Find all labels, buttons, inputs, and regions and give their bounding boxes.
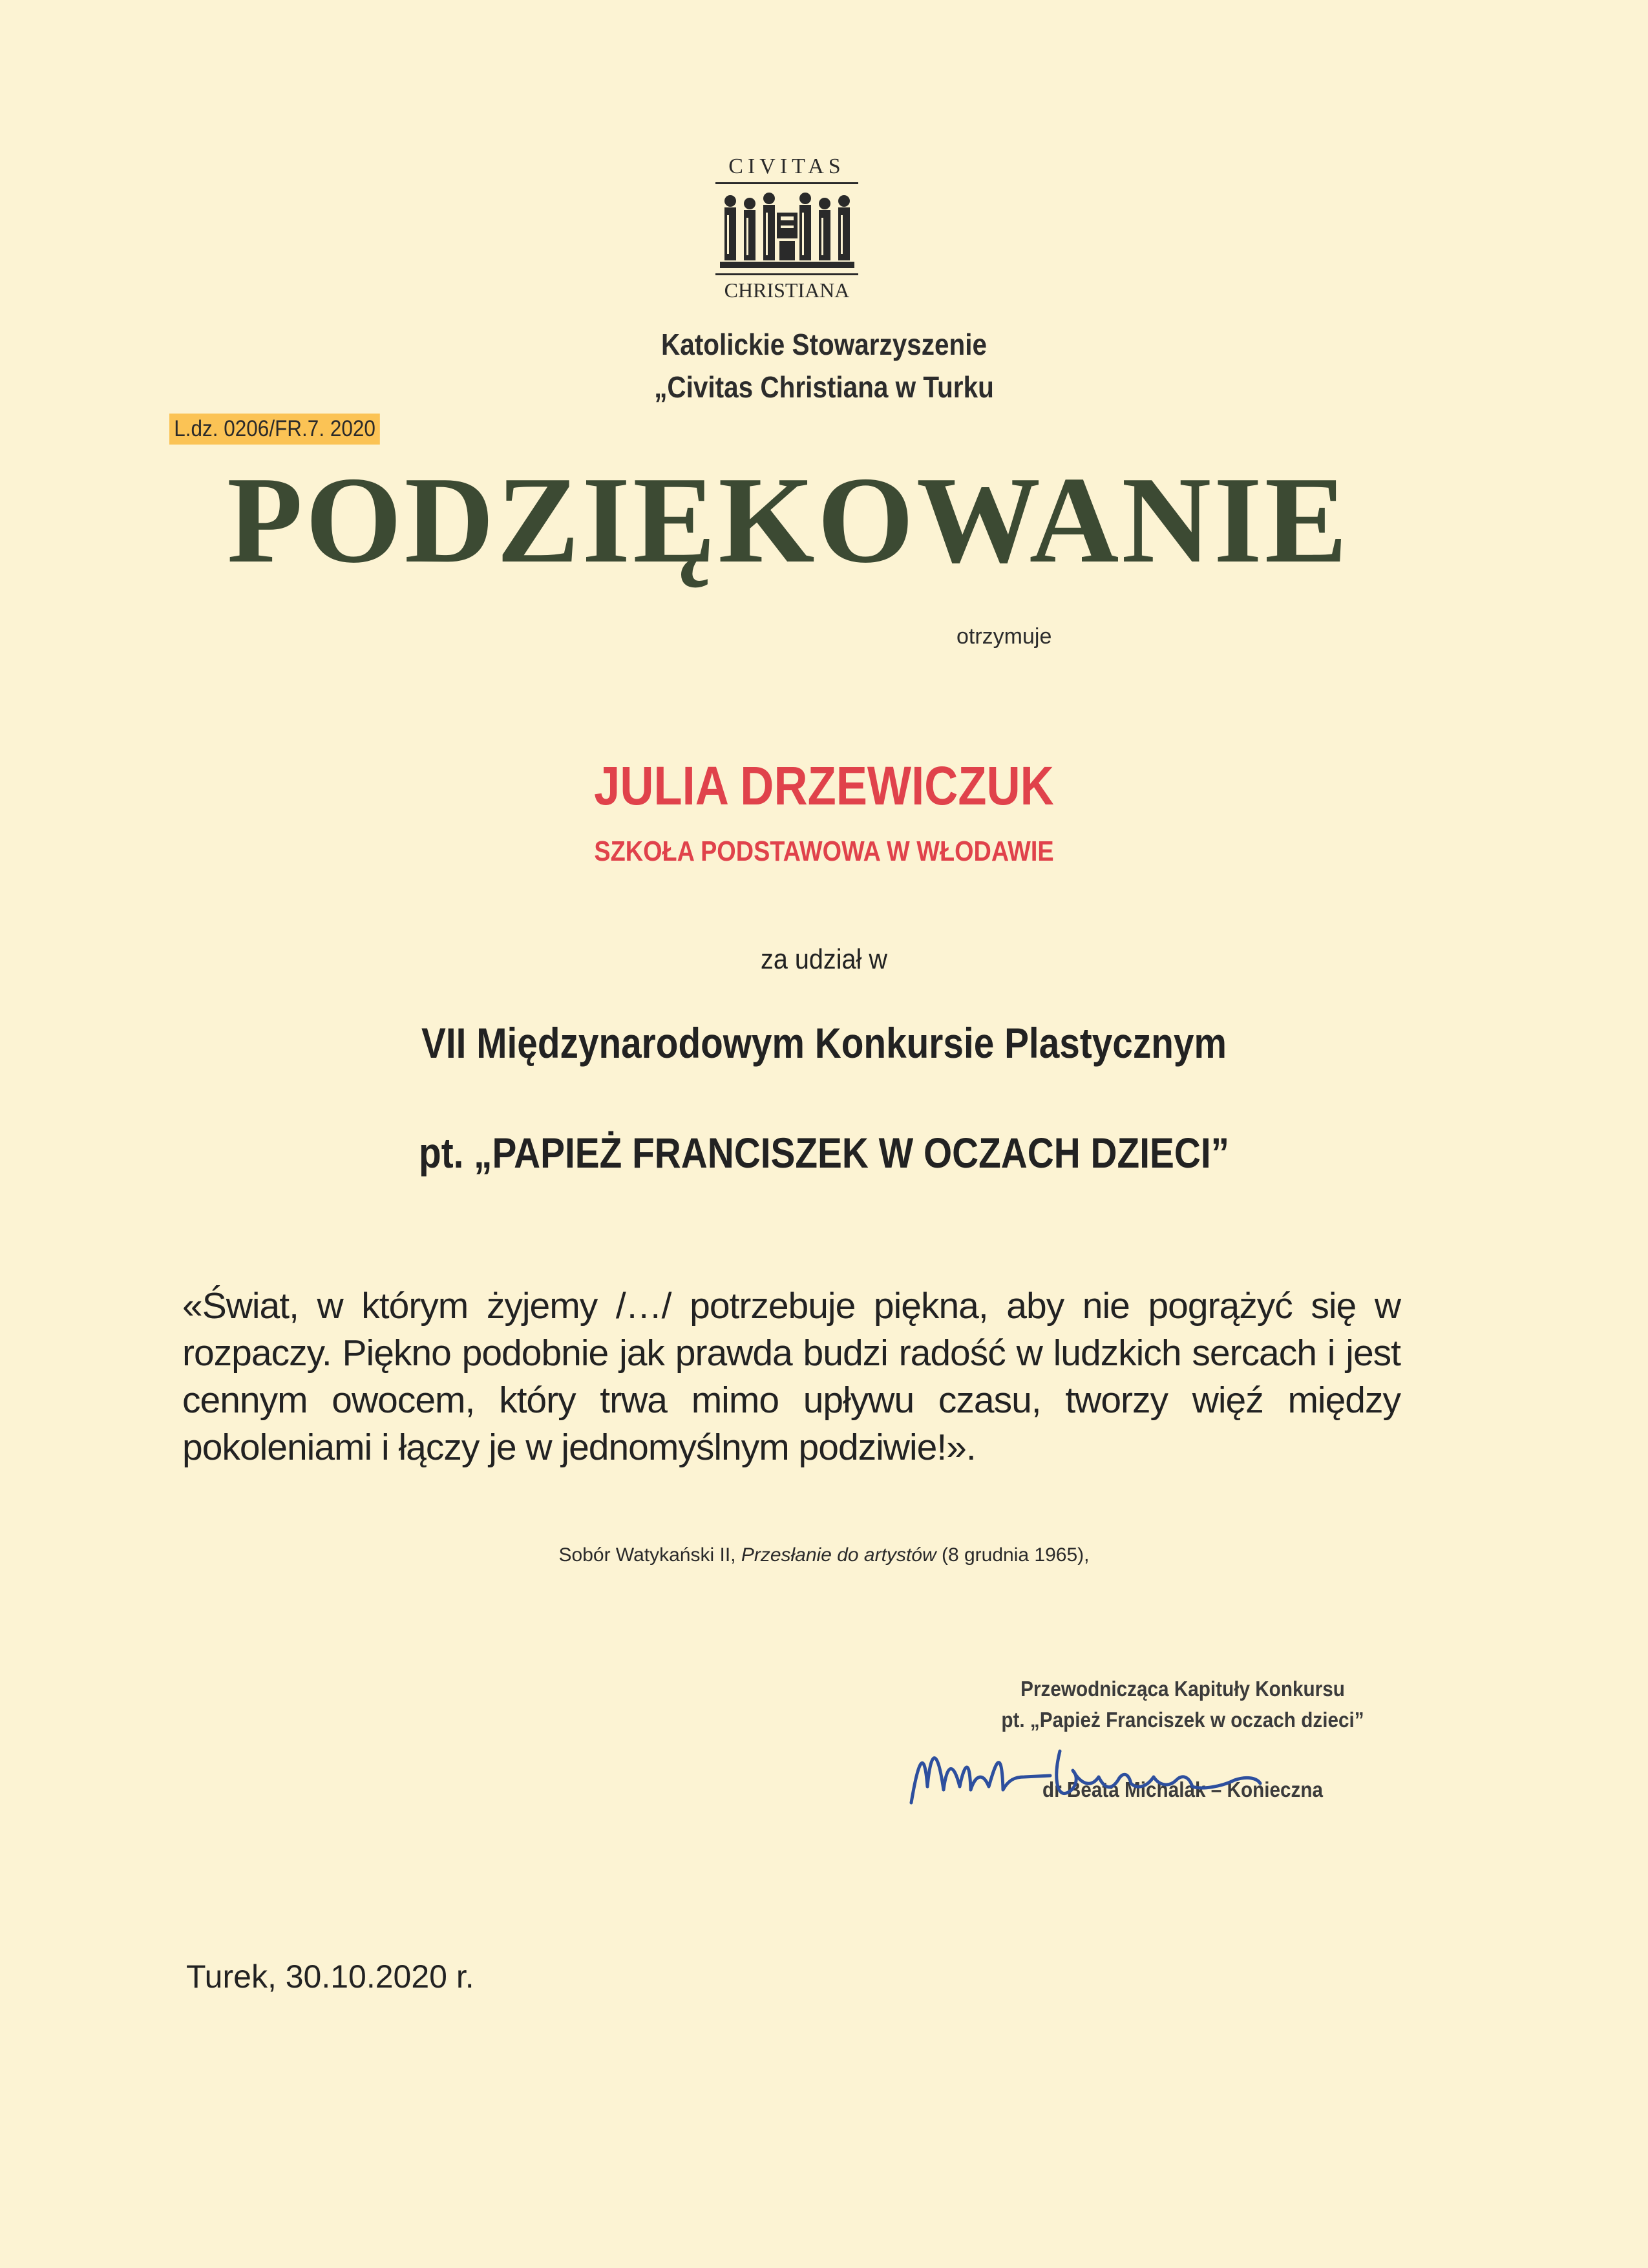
receives-label: otrzymuje — [956, 624, 1052, 649]
place-and-date: Turek, 30.10.2020 r. — [186, 1958, 474, 1995]
contest-name: VII Międzynarodowym Konkursie Plastycznym — [421, 1019, 1227, 1067]
logo-top-text: CIVITAS — [728, 154, 845, 178]
reference-number: L.dz. 0206/FR.7. 2020 — [169, 414, 380, 445]
logo-bottom-text: CHRISTIANA — [724, 278, 850, 302]
contest-title: pt. „PAPIEŻ FRANCISZEK W OCZACH DZIECI” — [419, 1129, 1229, 1177]
quote-paragraph: «Świat, w którym żyjemy /…/ potrzebuje piękna, aby nie pogrążyć się w rozpaczy. Piękno podobnie jak prawda budzi radość w ludzkich sercach i jest cennym owocem, który trwa mimo upływu czasu, tworzy więź między pokoleniami i łączy je w jednomyślnym podziwie!». — [182, 1285, 1400, 1468]
organization-line-1: Katolickie Stowarzyszenie — [661, 328, 987, 361]
civitas-christiana-logo — [708, 154, 866, 302]
signatory-name: dr Beata Michalak – Konieczna — [1042, 1778, 1324, 1801]
quote-source — [0, 1544, 1648, 1566]
quote-source-date: (8 grudnia 1965), — [941, 1544, 1090, 1566]
quote-source-author: Sobór Watykański II, — [558, 1544, 736, 1566]
recipient-name: JULIA DRZEWICZUK — [594, 755, 1054, 816]
document-title: PODZIĘKOWANIE — [227, 451, 1350, 589]
signatory-title-1: Przewodnicząca Kapituły Konkursu — [1020, 1677, 1345, 1701]
signatory-title-2: pt. „Papież Franciszek w oczach dzieci” — [1001, 1708, 1364, 1732]
quote-source-work: Przesłanie do artystów — [741, 1544, 936, 1566]
figures-icon — [716, 189, 858, 273]
recipient-school: SZKOŁA PODSTAWOWA W WŁODAWIE — [594, 835, 1054, 867]
participation-label: za udział w — [761, 943, 887, 975]
organization-line-2: „Civitas Christiana w Turku — [654, 370, 994, 404]
handwritten-signature — [898, 1725, 1273, 1822]
